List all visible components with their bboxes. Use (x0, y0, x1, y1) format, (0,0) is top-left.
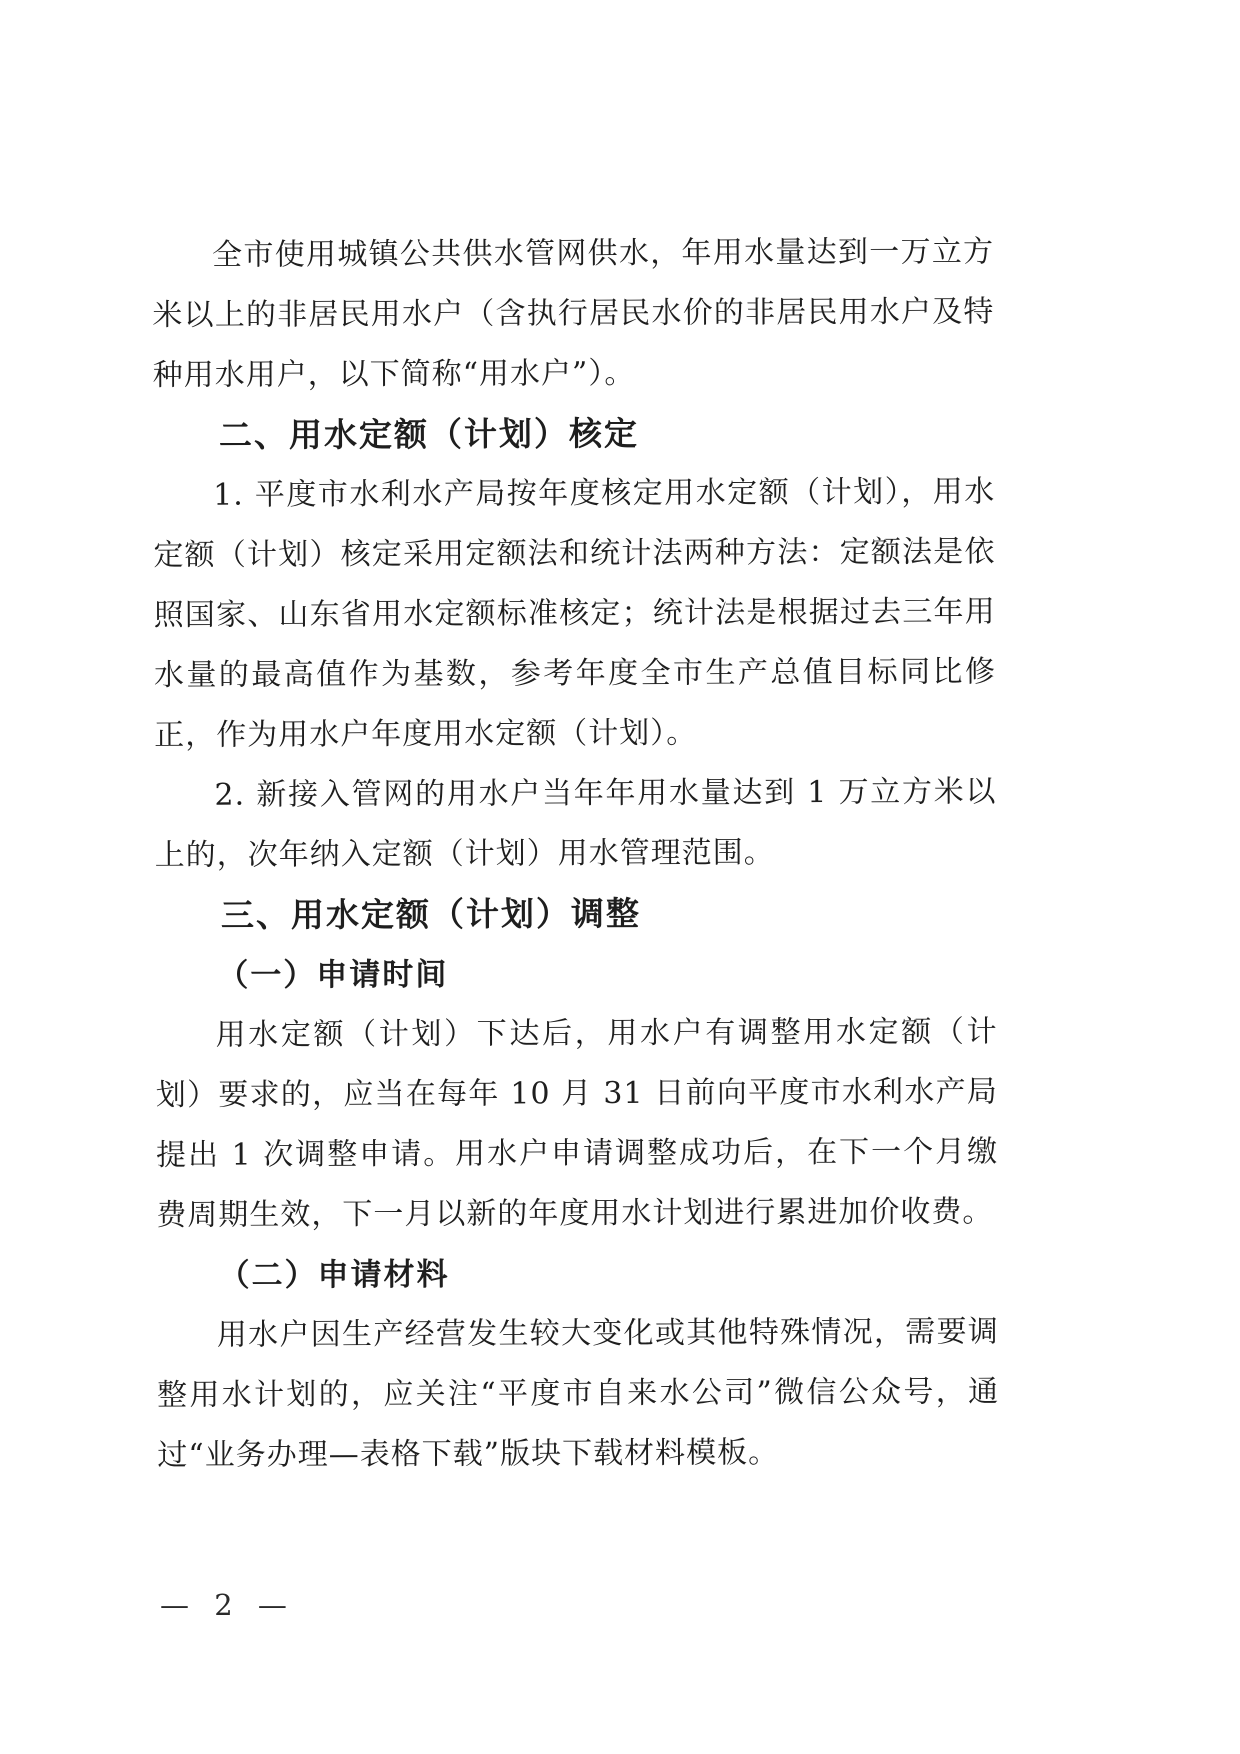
body-paragraph: 2. 新接入管网的用水户当年年用水量达到 1 万立方米以上的，次年纳入定额（计划）用水管理范围。 (154, 774, 997, 873)
page-number: — 2 — (160, 1588, 295, 1622)
body-paragraph: 用水定额（计划）下达后，用水户有调整用水定额（计划）要求的，应当在每年 10 月 31 日前向平度市水利水产局提出 1 次调整申请。用水户申请调整成功后，在下一个月缴费周期生效，下一月以新的年度用水计划进行累进加价收费。 (155, 1014, 999, 1233)
document-body (152, 222, 999, 1486)
body-paragraph: 用水户因生产经营发生较大变化或其他特殊情况，需要调整用水计划的，应关注“平度市自来水公司”微信公众号，通过“业务办理—表格下载”版块下载材料模板。 (157, 1314, 1000, 1473)
sub-section-heading: （二）申请材料 (218, 1256, 450, 1294)
section-heading: 二、用水定额（计划）核定 (218, 413, 639, 455)
section-heading: 三、用水定额（计划）调整 (220, 893, 642, 935)
body-paragraph: 全市使用城镇公共供水管网供水，年用水量达到一万立方米以上的非居民用水户（含执行居民水价的非居民用水户及特种用水用户，以下简称“用水户”）。 (152, 234, 995, 393)
sub-section-heading: （一）申请时间 (217, 956, 449, 994)
body-paragraph: 1. 平度市水利水产局按年度核定用水定额（计划），用水定额（计划）核定采用定额法和统计法两种方法：定额法是依照国家、山东省用水定额标准核定；统计法是根据过去三年用水量的最高值作为基数，参考年度全市生产总值目标同比修正，作为用水户年度用水定额（计划）。 (153, 474, 997, 753)
